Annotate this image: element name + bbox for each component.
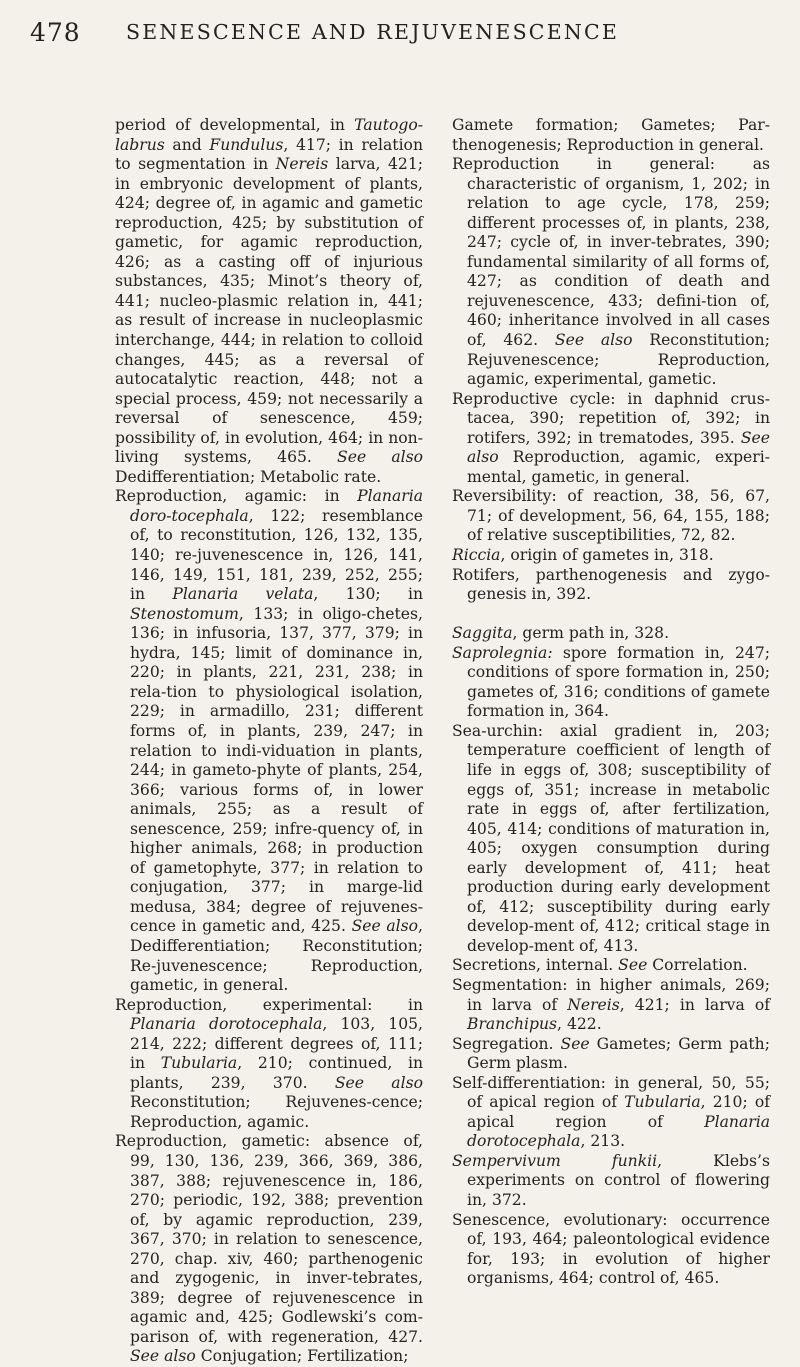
index-entry: Saprolegnia: spore formation in, 247; conditions of spore formation in, 250; gametes of, 316; conditions of gamete formation in, 364. [452, 643, 770, 721]
index-entry: Reproduction, agamic: in Planaria doro-tocephala, 122; resemblance of, to reconstitution, 126, 132, 135, 140; re-juvenescence in, 126, 141, 146, 149, 151, 181, 239, 252, 255; in Planaria velata, 130; in Stenostomum, 133; in oligo-chetes, 136; in infusoria, 137, 377, 379; in hydra, 145; limit of dominance in, 220; in plants, 221, 231, 238; in rela-tion to physiological isolation, 229; in armadillo, 231; different forms of, in plants, 239, 247; in relation to indi-viduation in plants, 244; in gameto-phyte of plants, 254, 366; various forms of, in lower animals, 255; as a result of senescence, 259; infre-quency of, in higher animals, 268; in production of gametophyte, 377; in relation to conjugation, 377; in marge-lid medusa, 384; degree of rejuvenes-cence in gametic and, 425. See also, Dedifferentiation; Reconstitution; Re-juvenescence; Reproduction, gametic, in general. [115, 487, 424, 995]
index-entry: period of developmental, in Tautogo-labrus and Fundulus, 417; in relation to segmentation in Nereis larva, 421; in embryonic development of plants, 424; degree of, in agamic and gametic reproduction, 425; by substitution of gametic, for agamic reproduction, 426; as a casting off of injurious substances, 435; Minot’s theory of, 441; nucleo-plasmic relation in, 441; as result of increase in nucleoplasmic interchange, 444; in relation to colloid changes, 445; as a reversal of autocatalytic reaction, 448; not a special process, 459; not necessarily a reversal of senescence, 459; possibility of, in evolution, 464; in non-living systems, 465. See also Dedifferentiation; Metabolic rate. [115, 116, 424, 486]
index-column-right [452, 116, 770, 1289]
index-entry: Reversibility: of reaction, 38, 56, 67, 71; of development, 56, 64, 155, 188; of relative susceptibilities, 72, 82. [452, 487, 770, 545]
index-entry: Reproduction, experimental: in Planaria dorotocephala, 103, 105, 214, 222; different degrees of, 111; in Tubularia, 210; continued, in plants, 239, 370. See also Reconstitution; Rejuvenes-cence; Reproduction, agamic. [115, 995, 424, 1131]
index-entry: Self-differentiation: in general, 50, 55; of apical region of Tubularia, 210; of apical region of Planaria dorotocephala, 213. [452, 1073, 770, 1151]
index-entry: Rotifers, parthenogenesis and zygo-genesis in, 392. [452, 565, 770, 604]
index-entry: Saggita, germ path in, 328. [452, 624, 670, 643]
index-entry: Senescence, evolutionary: occurrence of, 193, 464; paleontological evidence for, 193; in evolution of higher organisms, 464; control of, 465. [452, 1210, 770, 1288]
index-entry: Secretions, internal. See Correlation. [452, 956, 748, 975]
index-entry: Sea-urchin: axial gradient in, 203; temperature coefficient of length of life in eggs of, 308; susceptibility of eggs of, 351; increase in metabolic rate in eggs of, after fertilization, 405, 414; conditions of maturation in, 405; oxygen consumption during early development of, 411; heat production during early development of, 412; susceptibility during early develop-ment of, 412; critical stage in develop-ment of, 413. [452, 721, 770, 955]
index-entry: Reproduction in general: as characteristic of organism, 1, 202; in relation to age cycle, 178, 259; different processes of, in plants, 238, 247; cycle of, in inver-tebrates, 390; fundamental similarity of all forms of, 427; as condition of death and rejuvenescence, 433; defini-tion of, 460; inheritance involved in all cases of, 462. See also Reconstitution; Rejuvenescence; Reproduction, agamic, experimental, gametic. [452, 155, 770, 389]
index-column-left [115, 116, 423, 1367]
index-entry: Reproduction, gametic: absence of, 99, 130, 136, 239, 366, 369, 386, 387, 388; rejuvenescence in, 186, 270; periodic, 192, 388; prevention of, by agamic reproduction, 239, 367, 370; in relation to senescence, 270, chap. xiv, 460; parthenogenic and zygogenic, in inver-tebrates, 389; degree of rejuvenescence in agamic and, 425; Godlewski’s com-parison of, with regeneration, 427. See also Conjugation; Fertilization; [115, 1132, 423, 1366]
index-entry: Segregation. See Gametes; Germ path; Germ plasm. [452, 1034, 770, 1073]
page-number: 478 [30, 18, 81, 47]
running-title: SENESCENCE AND REJUVENESCENCE [126, 20, 620, 44]
index-entry: Riccia, origin of gametes in, 318. [452, 546, 714, 565]
index-entry: Gamete formation; Gametes; Par-thenogenesis; Reproduction in general. [452, 116, 770, 154]
index-entry: Segmentation: in higher animals, 269; in larva of Nereis, 421; in larva of Branchipus, 422. [452, 976, 771, 1034]
page-header [30, 18, 780, 48]
index-entry: Reproductive cycle: in daphnid crus-tacea, 390; repetition of, 392; in rotifers, 392; in trematodes, 395. See also Reproduction, agamic, experi-mental, gametic, in general. [452, 389, 770, 486]
index-entry: Sempervivum funkii, Klebs’s experiments on control of flowering in, 372. [452, 1151, 770, 1210]
